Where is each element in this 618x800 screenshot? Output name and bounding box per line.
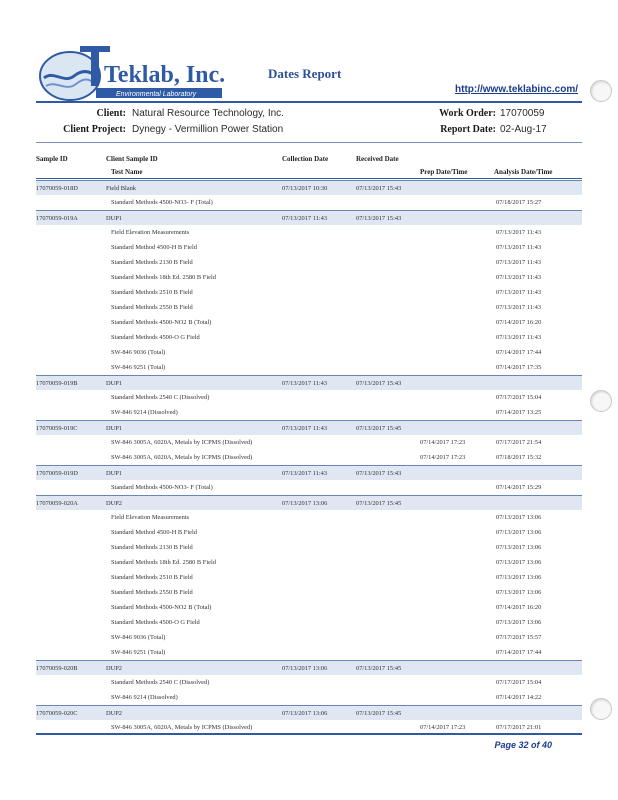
- report-date-label: Report Date:: [440, 124, 496, 135]
- collection-date-cell: 07/13/2017 13:06: [282, 500, 328, 507]
- test-name-cell: Standard Methods 2540 C (Dissolved): [111, 394, 210, 401]
- test-row: [36, 555, 582, 570]
- website-link[interactable]: http://www.teklabinc.com/: [455, 84, 578, 95]
- test-name-cell: Standard Method 4500-H B Field: [111, 529, 197, 536]
- sample-row: [36, 180, 582, 195]
- sample-id-cell: 17070059-019A: [36, 215, 78, 222]
- test-name-cell: Standard Methods 4500-NO3- F (Total): [111, 484, 213, 491]
- analysis-date-cell: 07/17/2017 21:54: [496, 439, 542, 446]
- received-date-cell: 07/13/2017 15:45: [356, 425, 402, 432]
- analysis-date-cell: 07/13/2017 13:06: [496, 574, 542, 581]
- sample-id-cell: 17070059-019B: [36, 380, 78, 387]
- test-row: [36, 585, 582, 600]
- test-row: [36, 525, 582, 540]
- analysis-date-cell: 07/17/2017 21:01: [496, 724, 542, 731]
- received-date-cell: 07/13/2017 15:45: [356, 500, 402, 507]
- test-row: [36, 450, 582, 465]
- sample-row: [36, 465, 582, 480]
- test-name-cell: SW-846 9214 (Dissolved): [111, 409, 178, 416]
- test-row: [36, 645, 582, 660]
- test-name-cell: Standard Methods 4500-NO2 B (Total): [111, 604, 212, 611]
- analysis-date-cell: 07/13/2017 11:43: [496, 259, 542, 266]
- analysis-date-cell: 07/13/2017 11:43: [496, 244, 542, 251]
- meta-rule: [36, 142, 582, 143]
- test-name-cell: Field Elevation Measurements: [111, 229, 190, 236]
- test-name-cell: SW-846 9036 (Total): [111, 349, 166, 356]
- client-sample-id-cell: DUP2: [106, 665, 122, 672]
- received-date-cell: 07/13/2017 15:43: [356, 215, 402, 222]
- test-row: [36, 690, 582, 705]
- test-row: [36, 225, 582, 240]
- analysis-date-cell: 07/14/2017 16:20: [496, 319, 542, 326]
- test-row: [36, 570, 582, 585]
- analysis-date-cell: 07/13/2017 11:43: [496, 334, 542, 341]
- analysis-date-cell: 07/13/2017 13:06: [496, 529, 542, 536]
- client-value: Natural Resource Technology, Inc.: [132, 108, 284, 119]
- collection-date-cell: 07/13/2017 13:06: [282, 665, 328, 672]
- test-name-cell: SW-846 3005A, 6020A, Metals by ICPMS (Dissolved): [111, 724, 253, 731]
- prep-date-cell: 07/14/2017 17:23: [420, 454, 466, 461]
- test-row: [36, 510, 582, 525]
- collection-date-cell: 07/13/2017 10:30: [282, 185, 328, 192]
- test-row: [36, 255, 582, 270]
- analysis-date-cell: 07/17/2017 15:04: [496, 679, 542, 686]
- prep-date-cell: 07/14/2017 17:23: [420, 439, 466, 446]
- col-header-client-sample-id: Client Sample ID: [106, 155, 158, 163]
- work-order-value: 17070059: [500, 108, 545, 119]
- sample-id-cell: 17070059-019D: [36, 470, 78, 477]
- analysis-date-cell: 07/13/2017 13:06: [496, 514, 542, 521]
- report-date-value: 02-Aug-17: [500, 124, 547, 135]
- analysis-date-cell: 07/14/2017 13:25: [496, 409, 542, 416]
- analysis-date-cell: 07/17/2017 15:57: [496, 634, 542, 641]
- sample-row: [36, 705, 582, 720]
- collection-date-cell: 07/13/2017 11:43: [282, 425, 328, 432]
- analysis-date-cell: 07/14/2017 17:35: [496, 364, 542, 371]
- analysis-date-cell: 07/13/2017 13:06: [496, 619, 542, 626]
- binder-hole: [590, 698, 612, 720]
- test-name-cell: SW-846 3005A, 6020A, Metals by ICPMS (Dissolved): [111, 454, 253, 461]
- collection-date-cell: 07/13/2017 11:43: [282, 215, 328, 222]
- client-sample-id-cell: Field Blank: [106, 185, 136, 192]
- test-row: [36, 240, 582, 255]
- test-row: [36, 675, 582, 690]
- received-date-cell: 07/13/2017 15:45: [356, 665, 402, 672]
- sample-id-cell: 17070059-020B: [36, 665, 78, 672]
- analysis-date-cell: 07/18/2017 15:32: [496, 454, 542, 461]
- test-row: [36, 315, 582, 330]
- col-header-sample-id: Sample ID: [36, 155, 68, 163]
- col-header-prep-date: Prep Date/Time: [420, 168, 468, 176]
- sample-id-cell: 17070059-020C: [36, 710, 78, 717]
- analysis-date-cell: 07/13/2017 13:06: [496, 559, 542, 566]
- client-sample-id-cell: DUP1: [106, 470, 122, 477]
- test-name-cell: Standard Methods 2130 B Field: [111, 544, 193, 551]
- test-name-cell: SW-846 9214 (Dissolved): [111, 694, 178, 701]
- analysis-date-cell: 07/13/2017 11:43: [496, 274, 542, 281]
- analysis-date-cell: 07/18/2017 15:27: [496, 199, 542, 206]
- client-sample-id-cell: DUP1: [106, 425, 122, 432]
- client-sample-id-cell: DUP1: [106, 215, 122, 222]
- test-name-cell: Standard Methods 4500-NO3- F (Total): [111, 199, 213, 206]
- test-row: [36, 615, 582, 630]
- test-name-cell: Field Elevation Measurements: [111, 514, 190, 521]
- analysis-date-cell: 07/13/2017 11:43: [496, 289, 542, 296]
- test-row: [36, 195, 582, 210]
- analysis-date-cell: 07/14/2017 17:44: [496, 649, 542, 656]
- sample-id-cell: 17070059-018D: [36, 185, 78, 192]
- prep-date-cell: 07/14/2017 17:23: [420, 724, 466, 731]
- test-row: [36, 300, 582, 315]
- client-label: Client:: [96, 108, 126, 119]
- test-name-cell: SW-846 9251 (Total): [111, 364, 166, 371]
- header-rule: [36, 101, 582, 103]
- logo-text: Teklab, Inc.: [104, 62, 226, 88]
- test-row: [36, 435, 582, 450]
- collection-date-cell: 07/13/2017 11:43: [282, 470, 328, 477]
- test-row: [36, 405, 582, 420]
- test-name-cell: Standard Methods 2550 B Field: [111, 304, 193, 311]
- test-name-cell: SW-846 9036 (Total): [111, 634, 166, 641]
- test-row: [36, 540, 582, 555]
- analysis-date-cell: 07/14/2017 17:44: [496, 349, 542, 356]
- analysis-date-cell: 07/14/2017 15:29: [496, 484, 542, 491]
- footer-rule: [36, 733, 582, 735]
- test-name-cell: Standard Methods 2510 B Field: [111, 289, 193, 296]
- analysis-date-cell: 07/13/2017 11:43: [496, 229, 542, 236]
- sample-row: [36, 660, 582, 675]
- col-header-collection-date: Collection Date: [282, 155, 329, 163]
- work-order-label: Work Order:: [439, 108, 496, 119]
- sample-id-cell: 17070059-020A: [36, 500, 78, 507]
- dates-table: [36, 180, 582, 735]
- test-name-cell: SW-846 9251 (Total): [111, 649, 166, 656]
- received-date-cell: 07/13/2017 15:43: [356, 185, 402, 192]
- test-row: [36, 480, 582, 495]
- sample-row: [36, 210, 582, 225]
- sample-id-cell: 17070059-019C: [36, 425, 78, 432]
- test-name-cell: Standard Methods 18th Ed. 2580 B Field: [111, 559, 216, 566]
- received-date-cell: 07/13/2017 15:43: [356, 380, 402, 387]
- teklab-logo: [36, 38, 256, 104]
- logo-subtext: Environmental Laboratory: [116, 91, 197, 98]
- col-header-received-date: Received Date: [356, 155, 399, 163]
- client-project-label: Client Project:: [63, 124, 126, 135]
- analysis-date-cell: 07/13/2017 13:06: [496, 589, 542, 596]
- test-name-cell: Standard Methods 2540 C (Dissolved): [111, 679, 210, 686]
- test-name-cell: Standard Methods 4500-O G Field: [111, 334, 200, 341]
- client-sample-id-cell: DUP2: [106, 500, 122, 507]
- logo-t-stem: [91, 46, 99, 86]
- client-project-value: Dynegy - Vermillion Power Station: [132, 124, 284, 135]
- page-number: Page 32 of 40: [494, 740, 552, 750]
- test-name-cell: Standard Methods 2130 B Field: [111, 259, 193, 266]
- test-name-cell: Standard Methods 18th Ed. 2580 B Field: [111, 274, 216, 281]
- column-header-rule: [36, 178, 582, 179]
- analysis-date-cell: 07/13/2017 13:06: [496, 544, 542, 551]
- test-row: [36, 390, 582, 405]
- test-name-cell: Standard Methods 2510 B Field: [111, 574, 193, 581]
- test-row: [36, 270, 582, 285]
- col-header-test-name: Test Name: [111, 168, 143, 176]
- collection-date-cell: 07/13/2017 13:06: [282, 710, 328, 717]
- test-name-cell: Standard Method 4500-H B Field: [111, 244, 197, 251]
- test-name-cell: Standard Methods 4500-NO2 B (Total): [111, 319, 212, 326]
- test-name-cell: Standard Methods 4500-O G Field: [111, 619, 200, 626]
- received-date-cell: 07/13/2017 15:43: [356, 470, 402, 477]
- received-date-cell: 07/13/2017 15:45: [356, 710, 402, 717]
- test-name-cell: Standard Methods 2550 B Field: [111, 589, 193, 596]
- collection-date-cell: 07/13/2017 11:43: [282, 380, 328, 387]
- test-row: [36, 360, 582, 375]
- client-sample-id-cell: DUP1: [106, 380, 122, 387]
- sample-row: [36, 495, 582, 510]
- analysis-date-cell: 07/13/2017 11:43: [496, 304, 542, 311]
- test-name-cell: SW-846 3005A, 6020A, Metals by ICPMS (Dissolved): [111, 439, 253, 446]
- client-sample-id-cell: DUP2: [106, 710, 122, 717]
- test-row: [36, 600, 582, 615]
- col-header-analysis-date: Analysis Date/Time: [494, 168, 553, 176]
- analysis-date-cell: 07/14/2017 14:22: [496, 694, 542, 701]
- analysis-date-cell: 07/17/2017 15:04: [496, 394, 542, 401]
- report-title: Dates Report: [268, 66, 342, 81]
- binder-hole: [590, 390, 612, 412]
- sample-row: [36, 420, 582, 435]
- test-row: [36, 345, 582, 360]
- analysis-date-cell: 07/14/2017 16:20: [496, 604, 542, 611]
- test-row: [36, 330, 582, 345]
- sample-row: [36, 375, 582, 390]
- test-row: [36, 630, 582, 645]
- binder-hole: [590, 80, 612, 102]
- test-row: [36, 285, 582, 300]
